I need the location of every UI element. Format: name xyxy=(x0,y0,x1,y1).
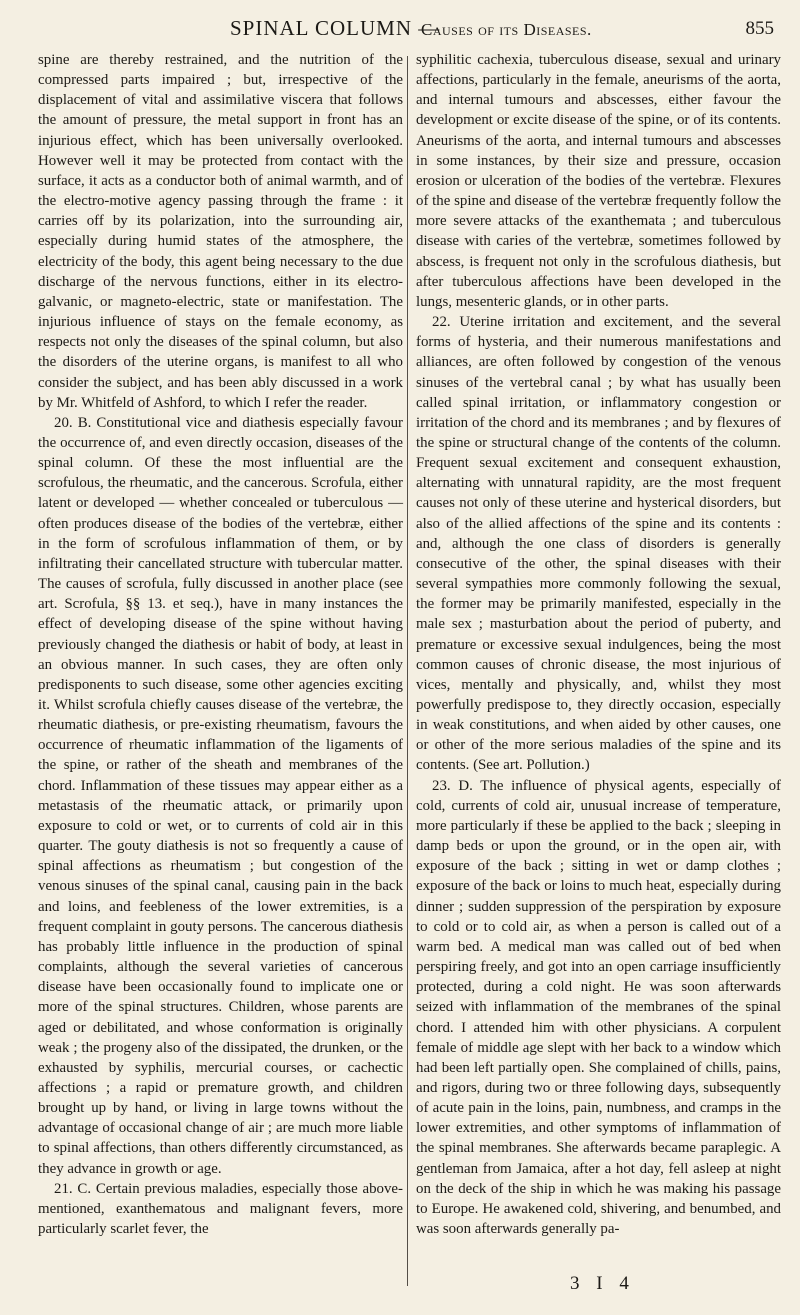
running-header xyxy=(38,14,774,44)
running-title-left: SPINAL COLUMN — xyxy=(230,16,441,40)
right-paragraph-23: 23. D. The influence of physical agents, especially of cold, currents of cold air, unusual increase of temperature, more particularly if these be applied to the back ; sleeping in damp beds or upon the ground, or in the open air, with exposure of the back ; sitting in wet or damp clothes ; exposure of the back or loins to much heat, especially during dinner ; sudden suppression of the perspiration by exposure to cold or to cold air, as when a person is called out of a warm bed. A medical man was called out of bed when perspiring freely, and got into an open carriage insufficiently protected, during a cold night. He was soon afterwards seized with inflammation of the membranes of the spinal chord. I attended him with other physicians. A corpulent female of middle age slept with her back to a window which had been left partially open. She complained of chills, pains, and rigors, during two or three following days, subsequently of acute pain in the loins, pain, numbness, and cramps in the lower extremities, and other symptoms of inflammation of the spinal membranes. She afterwards became paraplegic. A gentleman from Jamaica, after a hot day, fell asleep at night on the deck of the ship in which he was making his passage to Europe. He awakened cold, shivering, and benumbed, and was soon afterwards generally pa- xyxy=(416,777,781,1238)
page-number: 855 xyxy=(745,18,774,39)
right-paragraph-continued: syphilitic cachexia, tuberculous disease, sexual and urinary affections, particularly in the female, aneurisms of the aorta, and internal tumours and abscesses, either favour the development or excite disease of the spine, or of its contents. Aneurisms of the aorta, and internal tumours and abscesses in some instances, by their size and pressure, occasion erosion or ulceration of the bodies of the vertebræ. Flexures of the spine and disease of the vertebræ frequently follow the more severe attacks of the exanthemata ; and tuberculous disease with caries of the vertebræ, sometimes followed by abscess, is frequent not only in the scrofulous diathesis, but after tuberculous affections have been developed in the lungs, mesenteric glands, or in other parts. xyxy=(416,52,781,310)
left-column xyxy=(38,50,403,1300)
left-paragraph-20: 20. B. Constitutional vice and diathesis especially favour the occurrence of, and even directly occasion, diseases of the spinal column. Of these the most influential are the scrofulous, the rheumatic, and the cancerous. Scrofula, either latent or developed — whether concealed or tuberculous — often produces disease of the bodies of the vertebræ, either in the form of scrofulous inflammation of them, or by infiltrating their cancellated structure with tubercular matter. The causes of scrofula, fully discussed in another place (see art. Scrofula, §§ 13. et seq.), have in many instances the effect of developing disease of the spine without having previously changed the diathesis or habit of body, at least in an obvious manner. In such cases, they are often only predisponents to such disease, some other agencies exciting it. Whilst scrofula chiefly causes disease of the vertebræ, the rheumatic diathesis, or pre-existing rheumatism, favours the occurrence of rheumatic inflammation of the ligaments of the spine, or rather of the sheath and membranes of the chord. Inflammation of these tissues may appear either as a metastasis of the rheumatic attack, or primarily upon exposure to cold or wet, or to currents of cold air in this quarter. The gouty diathesis is not so frequently a cause of spinal affections as rheumatism ; but congestion of the venous sinuses of the spinal canal, causing pain in the back and loins, and feebleness of the lower extremities, is a frequent complaint in gouty persons. The cancerous diathesis has probably little influence in the production of spinal complaints, although the several varieties of cancerous disease have been occasionally found to implicate one or more of the spinal structures. Children, whose parents are aged or debilitated, and whose conformation is originally weak ; the progeny also of the dissipated, the drunken, or the exhausted by syphilis, mercurial courses, or cachectic affections ; a rapid or premature growth, and children brought up by hand, or living in large towns without the advantage of occasional change of air ; are much more liable to spinal affections, than others differently circumstanced, as they advance in growth or age. xyxy=(38,414,403,1177)
column-divider xyxy=(407,56,408,1286)
left-paragraph-21: 21. C. Certain previous maladies, especially those above-mentioned, exanthematous and malignant fevers, more particularly scarlet fever, the xyxy=(38,1180,403,1238)
left-paragraph-continued: spine are thereby restrained, and the nutrition of the compressed parts impaired ; but, irrespective of the displacement of vital and assimilative viscera that follows the amount of pressure, the metal support in front has an injurious effect, which has been universally overlooked. However well it may be protected from contact with the surface, it acts as a conductor both of animal warmth, and of the electro-motive agency passing through the frame : it carries off by its polarization, into the surrounding air, especially during humid states of the atmosphere, the electricity of the body, this agent being necessary to the due discharge of the nervous functions, either in its electro-galvanic, or magneto-electric, state or manifestation. The injurious influence of stays on the female economy, as respects not only the diseases of the spinal column, but also the disorders of the uterine organs, is manifest to all who consider the subject, and has been ably discussed in a work by Mr. Whitfeld of Ashford, to which I refer the reader. xyxy=(38,52,403,411)
right-paragraph-22: 22. Uterine irritation and excitement, and the several forms of hysteria, and their numerous manifestations and alliances, are often followed by congestion of the venous sinuses of the vertebral canal ; by what has usually been called spinal irritation, or inflammatory congestion or irritation of the chord and its membranes ; and by flexures of the spine or structural change of the contents of the column. Frequent sexual excitement and consequent exhaustion, alternating with unnatural rapidity, are the most frequent causes not only of these uterine and hysterical disorders, but also of the allied affections of the spine and its contents : and, although the one class of disorders is generally consecutive of the other, the spinal diseases with their several sympathies more commonly following the sexual, the former may be primarily manifested, especially in the male sex ; masturbation about the period of puberty, and premature or excessive sexual indulgences, being the most common causes of chronic disease, the most injurious of vices, mentally and physically, and, whilst they most powerfully predispose to, they directly occasion, especially in weak constitutions, and when aided by other causes, one or other of the more serious maladies of the spine and its contents. (See art. Pollution.) xyxy=(416,314,781,774)
signature-mark: 3 I 4 xyxy=(570,1273,635,1294)
right-column xyxy=(416,50,781,1300)
running-title-right: Causes of its Diseases. xyxy=(421,20,592,39)
